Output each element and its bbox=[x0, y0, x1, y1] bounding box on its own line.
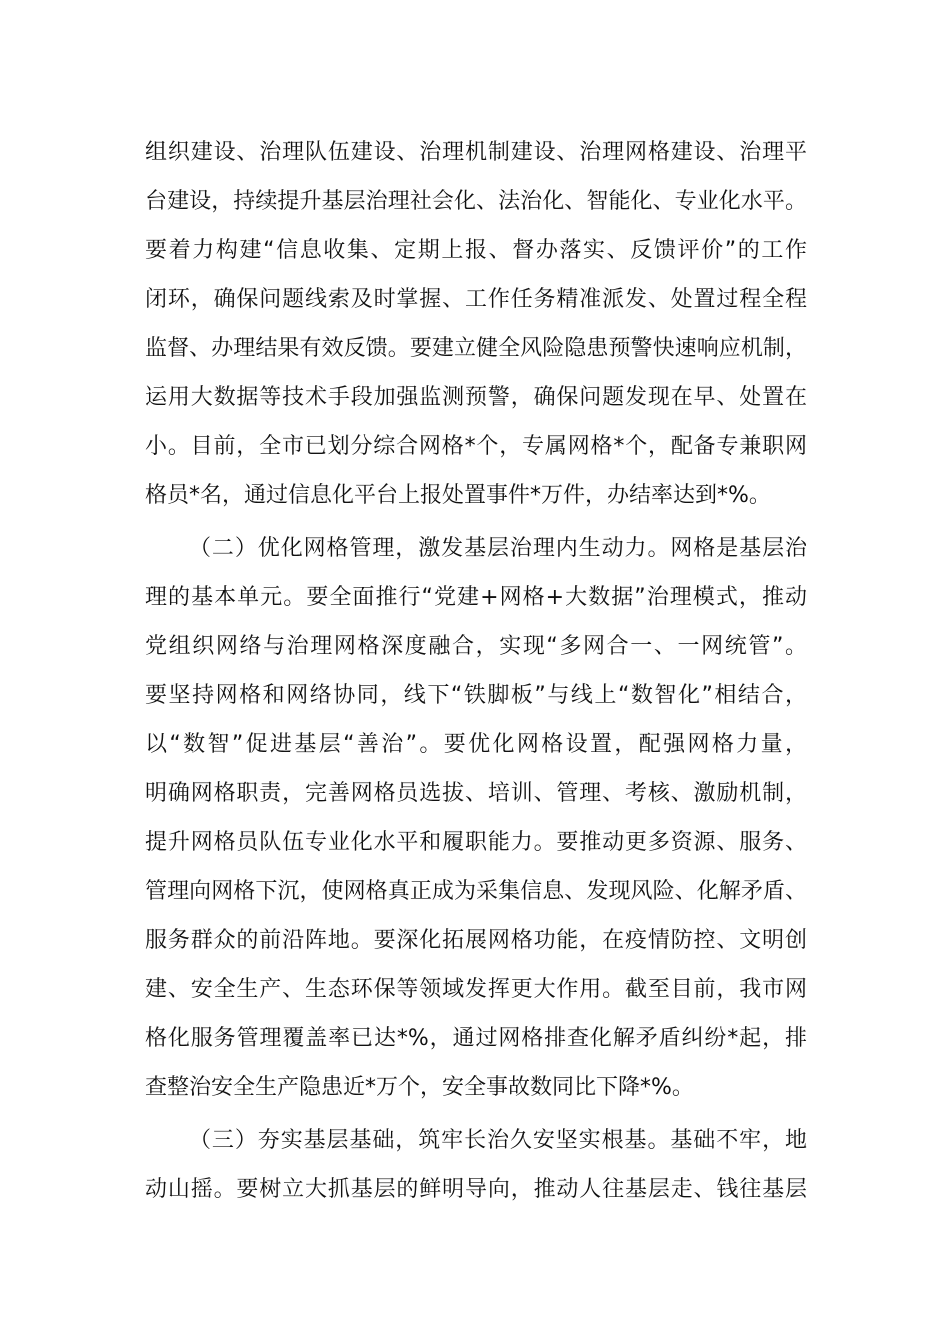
document-page bbox=[145, 128, 807, 1214]
text-line: 服务群众的前沿阵地。要深化拓展网格功能，在疫情防控、文明创 bbox=[145, 928, 807, 953]
text-line: 管理向网格下沉，使网格真正成为采集信息、发现风险、化解矛盾、 bbox=[145, 879, 807, 904]
paragraph-section-three bbox=[145, 1116, 807, 1214]
text-line: 要坚持网格和网络协同，线下“铁脚板”与线上“数智化”相结合， bbox=[145, 683, 807, 708]
text-line: 要着力构建“信息收集、定期上报、督办落实、反馈评价”的工作 bbox=[145, 238, 807, 263]
text-line: 闭环，确保问题线索及时掌握、工作任务精准派发、处置过程全程 bbox=[145, 287, 807, 312]
section-heading-line: （二）优化网格管理，激发基层治理内生动力。网格是基层治 bbox=[189, 536, 807, 561]
text-line: 建、安全生产、生态环保等领域发挥更大作用。截至目前，我市网 bbox=[145, 977, 807, 1002]
text-line: 明确网格职责，完善网格员选拔、培训、管理、考核、激励机制， bbox=[145, 781, 807, 806]
text-line: 小。目前，全市已划分综合网格*个，专属网格*个，配备专兼职网 bbox=[145, 434, 807, 459]
paragraph-section-two bbox=[145, 524, 807, 1112]
text-line: 动山摇。要树立大抓基层的鲜明导向，推动人往基层走、钱往基层 bbox=[145, 1177, 807, 1202]
text-line: 以“数智”促进基层“善治”。要优化网格设置，配强网格力量， bbox=[145, 732, 807, 757]
text-line: 运用大数据等技术手段加强监测预警，确保问题发现在早、处置在 bbox=[145, 385, 807, 410]
text-line: 监督、办理结果有效反馈。要建立健全风险隐患预警快速响应机制， bbox=[145, 336, 807, 361]
text-line: 党组织网络与治理网格深度融合，实现“多网合一、一网统管”。 bbox=[145, 634, 807, 659]
text-line: 提升网格员队伍专业化水平和履职能力。要推动更多资源、服务、 bbox=[145, 830, 807, 855]
text-line: 格化服务管理覆盖率已达*%，通过网格排查化解矛盾纠纷*起，排 bbox=[145, 1026, 807, 1051]
text-line: 查整治安全生产隐患近*万个，安全事故数同比下降*%。 bbox=[145, 1075, 694, 1100]
text-line: 理的基本单元。要全面推行“党建+网格+大数据”治理模式，推动 bbox=[145, 585, 807, 610]
section-heading-line: （三）夯实基层基础，筑牢长治久安坚实根基。基础不牢，地 bbox=[189, 1128, 807, 1153]
text-line: 台建设，持续提升基层治理社会化、法治化、智能化、专业化水平。 bbox=[145, 189, 807, 214]
paragraph-grid-building bbox=[145, 128, 807, 520]
text-line: 格员*名，通过信息化平台上报处置事件*万件，办结率达到*%。 bbox=[145, 483, 771, 508]
text-line: 组织建设、治理队伍建设、治理机制建设、治理网格建设、治理平 bbox=[145, 140, 807, 165]
